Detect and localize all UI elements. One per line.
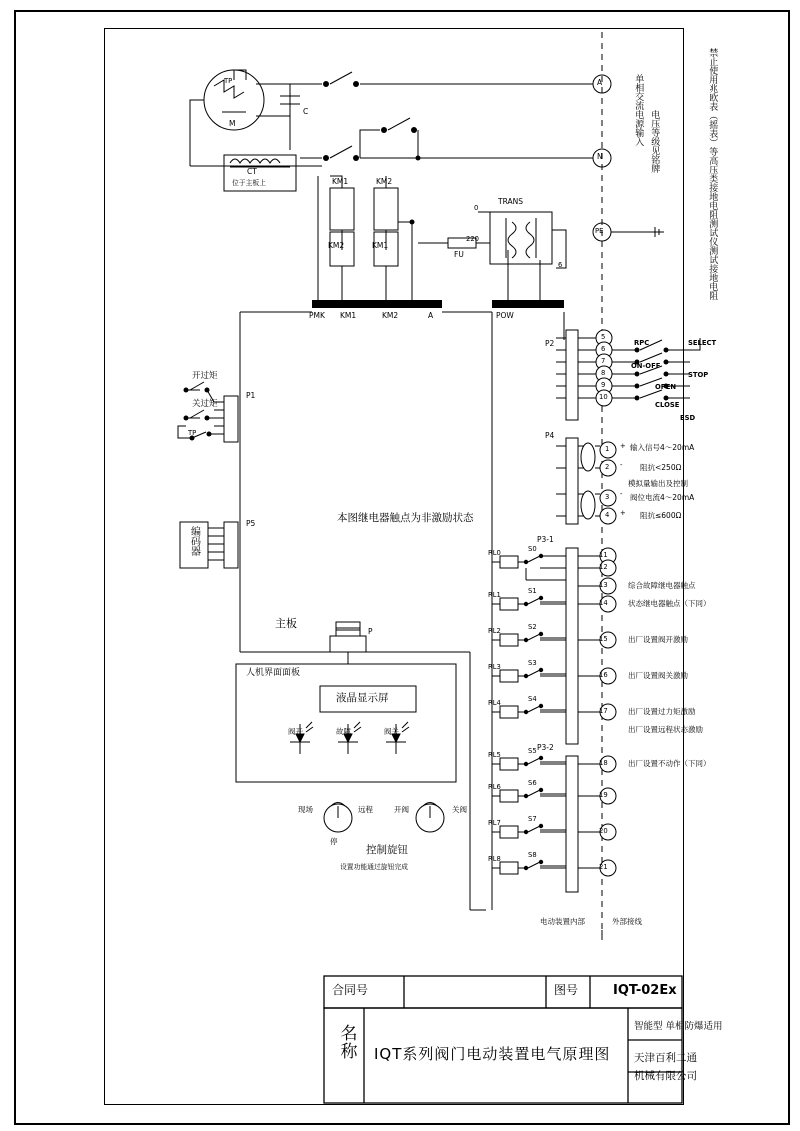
p2-terminal-6: 6 <box>601 345 606 353</box>
p4-group-label: 模拟量输出及控制 <box>628 479 688 488</box>
titleblock-company-line2: 机械有限公司 <box>634 1070 697 1082</box>
p3-terminal-15: 15 <box>599 635 608 643</box>
p3-terminal-14: 14 <box>599 599 608 607</box>
bus-label-km2: KM2 <box>382 311 399 320</box>
titleblock-name-value: IQT系列阀门电动装置电气原理图 <box>374 1045 611 1063</box>
p4-sign-4: + <box>620 509 626 517</box>
p3-terminal-11: 11 <box>599 551 608 559</box>
lamp-label-close: 阀关 <box>384 727 399 736</box>
motor-tp-label: TP <box>224 77 233 85</box>
knob-sub-note: 设置功能通过旋钮完成 <box>340 863 408 871</box>
km1-coil-label: KM1 <box>332 177 349 186</box>
open-overtorque-label: 关过矩 <box>192 399 218 409</box>
p3-terminal-13: 13 <box>599 581 608 589</box>
port-p4-label: P4 <box>545 431 555 440</box>
relay-contact-s8: S8 <box>528 851 537 859</box>
p2-terminal-9: 9 <box>601 381 606 389</box>
ac-input-note-line2: 电压等级见铭牌 <box>649 110 660 173</box>
bus-label-pmk: PMK <box>309 311 325 320</box>
titleblock-company-line1: 天津百利二通 <box>634 1052 697 1064</box>
p3-note-status-relay: 状态继电器触点（下同） <box>628 599 711 608</box>
km2-contact-label: KM2 <box>328 241 345 250</box>
p4-note-input-signal: 输入信号4～20mA <box>630 443 695 452</box>
relay-contact-s2: S2 <box>528 623 537 631</box>
transformer-label: TRANS <box>498 197 523 206</box>
p2-switch-rpc: RPC <box>634 339 650 347</box>
p2-switch-stop: STOP <box>688 371 709 379</box>
bus-label-a: A <box>428 311 434 320</box>
control-knob-label: 控制旋钮 <box>366 844 408 856</box>
relay-coil-rl1: RL1 <box>488 591 501 599</box>
tp-switch-label: TP <box>188 429 197 437</box>
p2-switch-select: SELECT <box>688 339 717 347</box>
lamp-label-open: 阀开 <box>288 727 303 736</box>
p3-note-open-energized: 出厂设置阀开激励 <box>628 635 688 644</box>
relay-contact-s4: S4 <box>528 695 537 703</box>
relay-coil-rl0: RL0 <box>488 549 501 557</box>
knob-label-open: 开阀 <box>394 805 409 814</box>
p3-note-overtorque-energized: 出厂设置过力矩激励 <box>628 707 696 716</box>
port-p3-1-label: P3-1 <box>537 535 554 544</box>
lamp-label-fault: 故障 <box>336 727 351 736</box>
relay-coil-rl8: RL8 <box>488 855 501 863</box>
titleblock-drawingno-label: 图号 <box>554 983 579 997</box>
p2-switch-open: OPEN <box>655 383 677 391</box>
terminal-pe-label: PE <box>595 227 604 235</box>
p3-terminal-17: 17 <box>599 707 608 715</box>
fuse-label: FU <box>454 250 464 259</box>
p3-terminal-21: 21 <box>599 863 608 871</box>
p3-note-no-action: 出厂设置不动作（下同） <box>628 759 711 768</box>
p3-terminal-18: 18 <box>599 759 608 767</box>
knob-label-close: 关阀 <box>452 805 467 814</box>
p4-sign-3: - <box>620 490 623 498</box>
trans-tap-6: 6 <box>558 261 563 269</box>
bus-label-pow: POW <box>496 311 514 320</box>
p4-terminal-1: 1 <box>605 445 610 453</box>
terminal-a-label: A <box>597 78 603 87</box>
p4-terminal-3: 3 <box>605 493 610 501</box>
relay-contact-s3: S3 <box>528 659 537 667</box>
p3-note-fault-relay: 综合故障继电器触点 <box>628 581 696 590</box>
titleblock-drawingno-value: IQT-02Ex <box>613 983 677 998</box>
trans-tap-220: 220 <box>466 235 479 243</box>
relay-coil-rl3: RL3 <box>488 663 501 671</box>
ct-sublabel: 位于主板上 <box>232 179 266 187</box>
lcd-label: 液晶显示屏 <box>336 692 389 704</box>
relay-contact-s5: S5 <box>528 747 537 755</box>
relay-coil-rl6: RL6 <box>488 783 501 791</box>
km1-contact-label: KM1 <box>372 241 389 250</box>
p3-terminal-12: 12 <box>599 563 608 571</box>
relay-contact-s0: S0 <box>528 545 537 553</box>
close-overtorque-label: 开过矩 <box>192 371 218 381</box>
ac-input-note-line1: 单相交流电源输入 <box>633 74 644 146</box>
port-p1-label: P1 <box>246 391 256 400</box>
titleblock-name-label: 名 称 <box>340 1024 358 1062</box>
p3-terminal-16: 16 <box>599 671 608 679</box>
ground-test-warning: 禁止使用兆欧表（摇表）等高压类接地电阻测试仪测试接地电阻 <box>707 48 718 300</box>
mainboard-label: 主板 <box>275 617 297 630</box>
p4-terminal-2: 2 <box>605 463 610 471</box>
p2-switch-esd: ESD <box>680 414 696 422</box>
motor-label: M <box>229 119 236 128</box>
relay-coil-rl2: RL2 <box>488 627 501 635</box>
bus-label-km1: KM1 <box>340 311 357 320</box>
p2-terminal-8: 8 <box>601 369 606 377</box>
p3-note-close-energized: 出厂设置阀关激励 <box>628 671 688 680</box>
knob-label-remote: 远程 <box>358 805 373 814</box>
relay-contact-s1: S1 <box>528 587 537 595</box>
relay-contact-s7: S7 <box>528 815 537 823</box>
ct-label: CT <box>247 167 257 176</box>
titleblock-contract-label: 合同号 <box>332 983 369 997</box>
p4-note-output-impedance: 阻抗≤600Ω <box>640 511 682 520</box>
p4-sign-2: - <box>620 461 623 469</box>
p3-note-remote-energized: 出厂设置远程状态激励 <box>628 725 703 734</box>
p2-terminal-10: 10 <box>599 393 608 401</box>
relay-contact-s6: S6 <box>528 779 537 787</box>
p4-note-position-current: 阀位电流4～20mA <box>630 493 695 502</box>
capacitor-label: C <box>303 107 309 116</box>
titleblock-spec-value: 智能型 单相防爆适用 <box>634 1021 723 1032</box>
note-inside-device: 电动装置内部 <box>540 917 585 926</box>
hmi-panel-label: 人机界面面板 <box>246 668 301 678</box>
relay-coil-rl4: RL4 <box>488 699 501 707</box>
relay-state-note: 本图继电器触点为非激励状态 <box>337 512 474 524</box>
port-p2-label: P2 <box>545 339 555 348</box>
p2-switch-onoff: ON-OFF <box>631 362 661 370</box>
encoder-label: 编码器 <box>188 526 200 556</box>
trans-tap-0: 0 <box>474 204 479 212</box>
p4-note-input-impedance: 阻抗<250Ω <box>640 463 682 472</box>
knob-label-stop: 停 <box>330 837 338 846</box>
relay-coil-rl7: RL7 <box>488 819 501 827</box>
p2-switch-close: CLOSE <box>655 401 680 409</box>
port-p-label: P <box>368 627 373 636</box>
port-p3-2-label: P3-2 <box>537 743 554 752</box>
p2-terminal-7: 7 <box>601 357 606 365</box>
relay-coil-rl5: RL5 <box>488 751 501 759</box>
terminal-n-label: N <box>597 152 603 161</box>
p4-sign-1: + <box>620 442 626 450</box>
p2-terminal-5: 5 <box>601 333 606 341</box>
port-p5-label: P5 <box>246 519 256 528</box>
km2-coil-label: KM2 <box>376 177 393 186</box>
p4-terminal-4: 4 <box>605 511 610 519</box>
p3-terminal-20: 20 <box>599 827 608 835</box>
p3-terminal-19: 19 <box>599 791 608 799</box>
note-outside-wiring: 外部接线 <box>612 917 642 926</box>
knob-label-local: 现场 <box>298 805 313 814</box>
